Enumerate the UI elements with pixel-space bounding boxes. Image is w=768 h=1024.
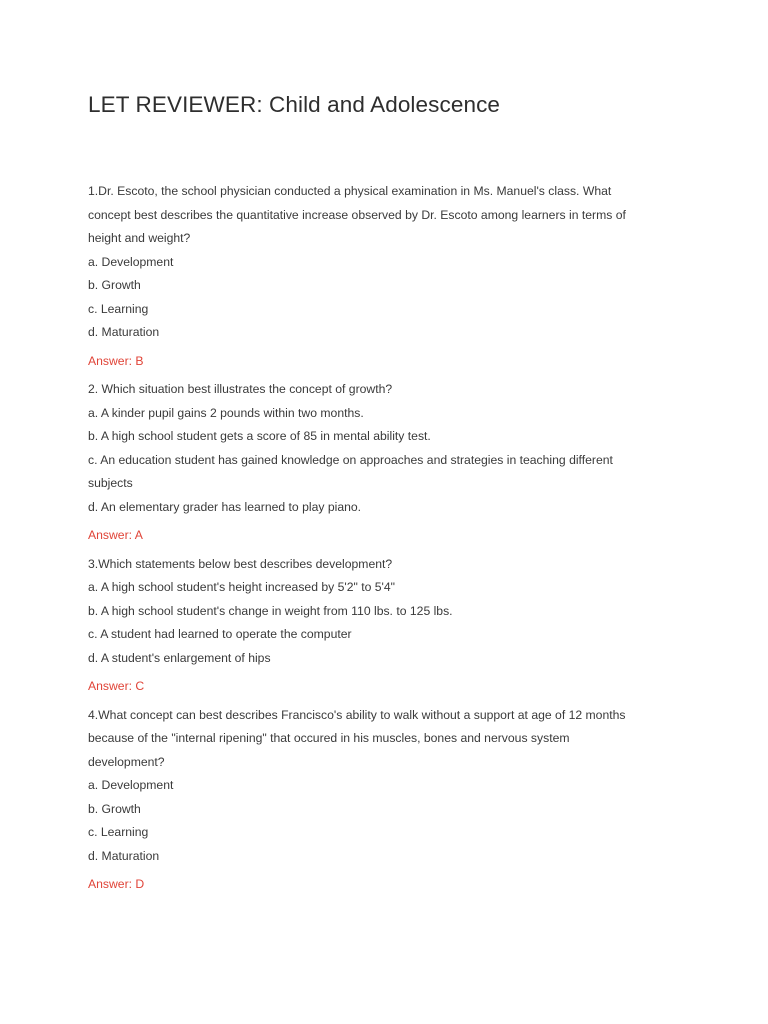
question-text: height and weight? (88, 231, 191, 245)
option-text: d. Maturation (88, 848, 160, 863)
question-text: 4.What concept can best describes Francisco's ability to walk without a support at age of 12 months (88, 707, 626, 722)
option-text: c. Learning (88, 301, 149, 316)
option-text: c. An education student has gained knowledge on approaches and strategies in teaching different (88, 452, 613, 467)
option-text: subjects (88, 476, 133, 490)
answer-text: Answer: B (88, 353, 144, 368)
option-text: d. A student's enlargement of hips (88, 650, 271, 665)
questions-list (88, 180, 688, 902)
answer-text: Answer: C (88, 679, 145, 693)
option-text: b. A high school student gets a score of 85 in mental ability test. (88, 429, 431, 443)
document-title: LET REVIEWER: Child and Adolescence (88, 92, 501, 117)
option-text: c. Learning (88, 825, 149, 839)
option-text: a. Development (88, 254, 174, 269)
question-text: 3.Which statements below best describes development? (88, 556, 393, 571)
option-text: b. A high school student's change in weight from 110 lbs. to 125 lbs. (88, 603, 453, 618)
answer-text: Answer: A (88, 528, 143, 542)
question-text: 2. Which situation best illustrates the concept of growth? (88, 382, 393, 396)
option-text: b. Growth (88, 278, 141, 292)
question-text: development? (88, 754, 165, 769)
option-text: b. Growth (88, 801, 141, 816)
answer-text: Answer: D (88, 877, 145, 891)
option-text: c. A student had learned to operate the computer (88, 627, 352, 641)
question-block (88, 378, 688, 548)
option-text: a. A kinder pupil gains 2 pounds within two months. (88, 405, 364, 420)
option-text: a. A high school student's height increased by 5'2" to 5'4" (88, 580, 395, 594)
option-text: d. An elementary grader has learned to play piano. (88, 499, 362, 514)
question-text: 1.Dr. Escoto, the school physician conducted a physical examination in Ms. Manuel's class. What (88, 184, 612, 198)
option-text: a. Development (88, 778, 174, 792)
question-text: because of the "internal ripening" that occured in his muscles, bones and nervous system (88, 731, 570, 745)
question-text: concept best describes the quantitative increase observed by Dr. Escoto among learners in terms of (88, 207, 626, 222)
question-block (88, 553, 688, 699)
question-block (88, 704, 688, 897)
option-text: d. Maturation (88, 325, 160, 339)
question-block (88, 180, 688, 373)
